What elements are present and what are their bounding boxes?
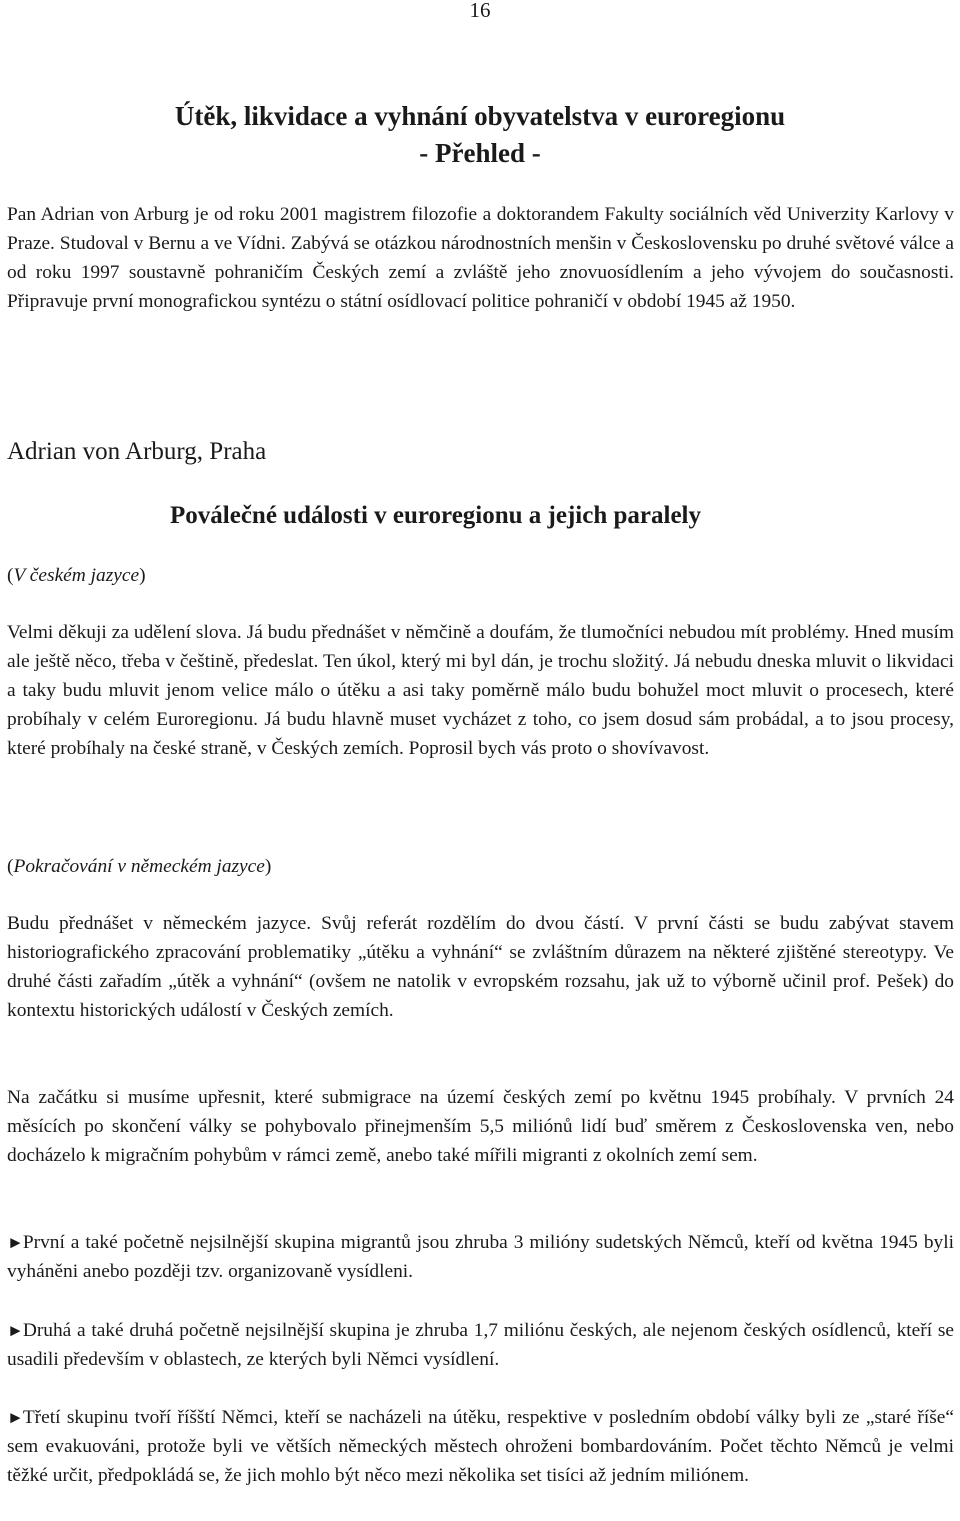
bullet-item-third-group: ►Třetí skupinu tvoří říšští Němci, kteří se nacházeli na útěku, respektive v posledním období války byli ze „staré říše“ sem evakuováni, protože byli ve větších německých městech ohroženi bombardováním. Počet těchto Němců je velmi těžké určit, předpokládá se, že jich mohlo být něco mezi několika set tisíci až jedním miliónem. (7, 1407, 954, 1487)
bullet-arrow-icon: ► (7, 1321, 23, 1340)
page-number: 16 (469, 0, 491, 22)
language-note-czech-text: V českém jazyce (13, 565, 140, 586)
lecture-title: Poválečné události v euroregionu a jejich paralely (170, 502, 701, 529)
language-note-german-text: Pokračování v německém jazyce (13, 856, 265, 877)
bullet-item-first-group: ►První a také početně nejsilnější skupina migrantů jsou zhruba 3 milióny sudetských Němců, kteří od května 1945 byli vyháněni anebo později tzv. organizovaně vysídleni. (7, 1232, 954, 1283)
paragraph-submigrations: Na začátku si musíme upřesnit, které submigrace na území českých zemí po květnu 1945 probíhaly. V prvních 24 měsících po skončení války se pohybovalo přinejmenším 5,5 miliónů lidí buď směrem z Československa ven, nebo docházelo k migračním pohybům v rámci země, anebo také mířili migranti z okolních zemí sem. (7, 1087, 954, 1167)
author-line: Adrian von Arburg, Praha (7, 438, 267, 465)
bullet-arrow-icon: ► (7, 1408, 23, 1427)
bullet-arrow-icon: ► (7, 1233, 23, 1252)
language-note-czech: (V českém jazyce) (7, 565, 146, 586)
language-note-german: (Pokračování v německém jazyce) (7, 856, 272, 877)
intro-paragraph: Velmi děkuji za udělení slova. Já budu přednášet v němčině a doufám, že tlumočníci nebudou mít problémy. Hned musím ale ještě něco, třeba v češtině, předeslat. Ten úkol, který mi byl dán, je trochu složitý. Já nebudu dneska mluvit o likvidaci a taky budu mluvit jenom velice málo o útěku a asi taky poměrně málo budu bohužel moct mluvit o procesech, které probíhaly v celém Euroregionu. Já budu hlavně muset vycházet z toho, co jsem dosud sám probádal, a to jsou procesy, které probíhaly na české straně, v Českých zemích. Poprosil bych vás proto o shovívavost. (7, 622, 954, 760)
title-line-1: Útěk, likvidace a vyhnání obyvatelstva v euroregionu (174, 101, 786, 131)
title-line-2: - Přehled - (419, 138, 541, 168)
page-title (0, 98, 960, 172)
bullet-item-second-group: ►Druhá a také druhá početně nejsilnější skupina je zhruba 1,7 miliónu českých, ale nejenom českých osídlenců, kteří se usadili především v oblastech, ze kterých byli Němci vysídlení. (7, 1320, 954, 1371)
author-bio: Pan Adrian von Arburg je od roku 2001 magistrem filozofie a doktorandem Fakulty sociálních věd Univerzity Karlovy v Praze. Studoval v Bernu a ve Vídni. Zabývá se otázkou národnostních menšin v Československu po druhé světové válce a od roku 1997 soustavně pohraničím Českých zemí a zvláště jeho znovuosídlením a jeho vývojem do současnosti. Připravuje první monografickou syntézu o státní osídlovací politice pohraničí v období 1945 až 1950. (7, 204, 954, 313)
paragraph-structure: Budu přednášet v německém jazyce. Svůj referát rozdělím do dvou částí. V první části se budu zabývat stavem historiografického zpracování problematiky „útěku a vyhnání“ se zvláštním důrazem na některé zjištěné stereotypy. Ve druhé části zařadím „útěk a vyhnání“ (ovšem ne natolik v evropském rozsahu, jak už to výborně učinil prof. Pešek) do kontextu historických událostí v Českých zemích. (7, 913, 954, 1022)
